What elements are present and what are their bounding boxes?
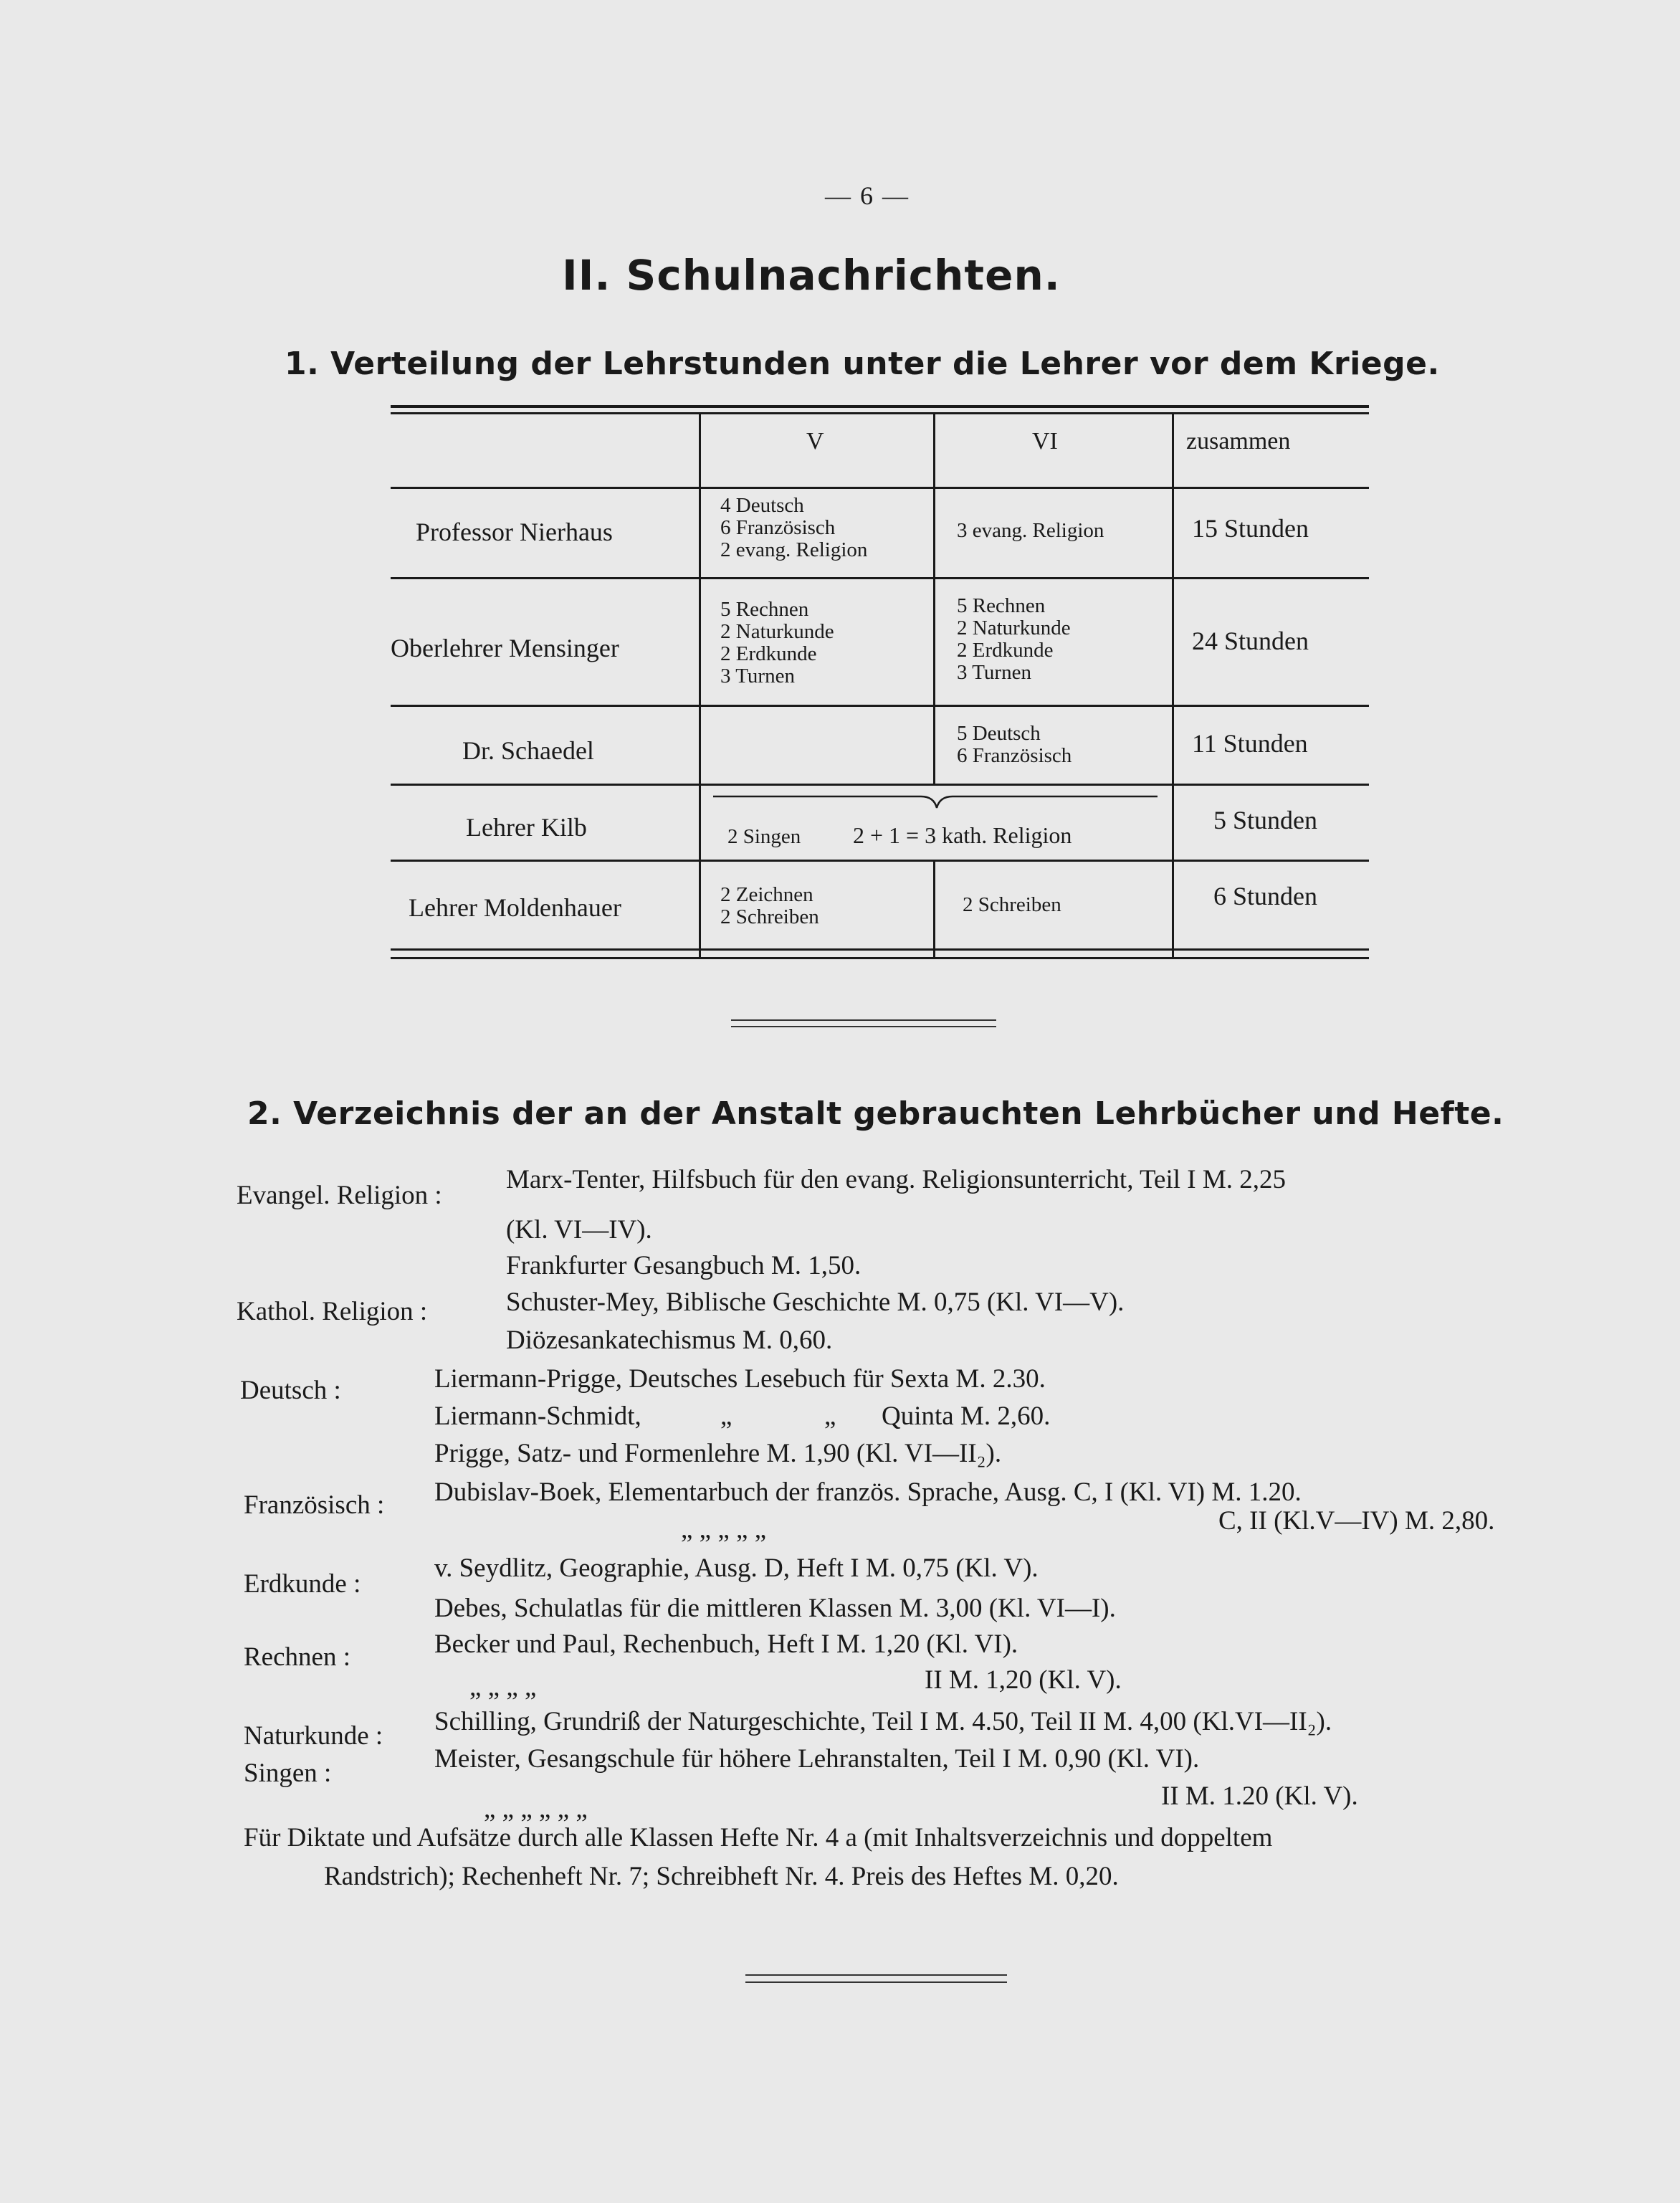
book-entry: Dubislav-Boek, Elementarbuch der französ. Sprache, Ausg. C, I (Kl. VI) M. 1.20. <box>434 1478 1302 1507</box>
subject-hours: 2 Naturkunde <box>720 620 834 643</box>
total-hours: 5 Stunden <box>1213 806 1318 834</box>
subject-label: Erdkunde : <box>244 1569 361 1599</box>
separator-line <box>745 1974 1007 1976</box>
total-hours: 24 Stunden <box>1192 627 1309 655</box>
book-entry: C, II (Kl.V—IV) M. 2,80. <box>1218 1506 1495 1536</box>
book-entry: Diözesankatechismus M. 0,60. <box>506 1326 833 1355</box>
subject-hours: 2 Naturkunde <box>957 617 1071 639</box>
subject-hours: 6 Französisch <box>720 516 836 539</box>
total-hours: 15 Stunden <box>1192 514 1309 543</box>
teacher-name: Professor Nierhaus <box>416 518 613 546</box>
teacher-name: Oberlehrer Mensinger <box>391 634 619 662</box>
ditto-marks: „ „ „ „ „ <box>681 1515 767 1544</box>
page-number: — 6 — <box>825 181 910 210</box>
book-entry: v. Seydlitz, Geographie, Ausg. D, Heft I M. 0,75 (Kl. V). <box>434 1553 1039 1583</box>
subject-hours: 2 Erdkunde <box>720 642 817 665</box>
book-entry: Liermann-Prigge, Deutsches Lesebuch für Sexta M. 2.30. <box>434 1364 1046 1394</box>
book-entry: Schilling, Grundriß der Naturgeschichte, Teil I M. 4.50, Teil II M. 4,00 (Kl.VI—II₂). <box>434 1707 1332 1736</box>
subject-hours: 3 Turnen <box>957 661 1031 684</box>
ditto-mark: „ <box>824 1402 836 1431</box>
ditto-marks: „ „ „ „ <box>469 1673 537 1702</box>
teacher-name: Lehrer Kilb <box>466 813 587 842</box>
separator-line <box>731 1026 996 1027</box>
subject-hours: 2 Zeichnen <box>720 883 813 906</box>
column-header-vi: VI <box>1032 428 1058 455</box>
subject-label: Singen : <box>244 1759 332 1788</box>
hefte-paragraph: Für Diktate und Aufsätze durch alle Klassen Hefte Nr. 4 a (mit Inhaltsverzeichnis und doppeltem <box>244 1823 1273 1852</box>
book-entry: Frankfurter Gesangbuch M. 1,50. <box>506 1251 862 1280</box>
book-entry: Meister, Gesangschule für höhere Lehranstalten, Teil I M. 0,90 (Kl. VI). <box>434 1744 1200 1774</box>
column-header-v: V <box>806 428 824 455</box>
subject-hours: 2 evang. Religion <box>720 538 868 561</box>
subject-hours: 3 Turnen <box>720 665 795 687</box>
subject-hours: 3 evang. Religion <box>957 519 1104 542</box>
joint-lesson: 2 + 1 = 3 kath. Religion <box>853 822 1072 848</box>
book-entry: Schuster-Mey, Biblische Geschichte M. 0,75 (Kl. VI—V). <box>506 1288 1125 1317</box>
subject-label: Deutsch : <box>240 1376 341 1405</box>
book-entry: II M. 1.20 (Kl. V). <box>1161 1781 1358 1811</box>
subject-hours: 6 Französisch <box>957 744 1072 767</box>
part2-title: 2. Verzeichnis der an der Anstalt gebrauchten Lehrbücher und Hefte. <box>247 1095 1504 1132</box>
total-hours: 6 Stunden <box>1213 882 1318 910</box>
separator-line <box>731 1019 996 1021</box>
section-title: II. Schulnachrichten. <box>562 251 1061 300</box>
book-entry: Debes, Schulatlas für die mittleren Klassen M. 3,00 (Kl. VI—I). <box>434 1594 1116 1623</box>
book-entry: (Kl. VI—IV). <box>506 1215 652 1245</box>
teacher-name: Dr. Schaedel <box>462 736 594 765</box>
part1-title: 1. Verteilung der Lehrstunden unter die Lehrer vor dem Kriege. <box>285 346 1440 382</box>
ditto-mark: „ <box>720 1402 732 1431</box>
subject-label: Evangel. Religion : <box>237 1181 442 1210</box>
book-entry: Marx-Tenter, Hilfsbuch für den evang. Religionsunterricht, Teil I M. 2,25 <box>506 1165 1286 1194</box>
separator-line <box>745 1981 1007 1983</box>
subject-label: Kathol. Religion : <box>237 1297 428 1326</box>
subject-hours: 2 Erdkunde <box>957 639 1054 662</box>
subject-hours: 2 Singen <box>727 825 801 848</box>
teacher-name: Lehrer Moldenhauer <box>409 893 621 922</box>
book-entry: Prigge, Satz- und Formenlehre M. 1,90 (Kl. VI—II₂). <box>434 1439 1002 1468</box>
subject-hours: 2 Schreiben <box>720 905 819 928</box>
hefte-paragraph: Randstrich); Rechenheft Nr. 7; Schreibheft Nr. 4. Preis des Heftes M. 0,20. <box>324 1862 1119 1891</box>
lehrstunden-table <box>391 405 1369 968</box>
book-entry: Liermann-Schmidt, <box>434 1402 641 1431</box>
subject-hours: 5 Rechnen <box>957 594 1046 617</box>
subject-hours: 5 Rechnen <box>720 598 809 621</box>
subject-hours: 2 Schreiben <box>963 893 1061 916</box>
book-entry: Quinta M. 2,60. <box>882 1402 1051 1431</box>
total-hours: 11 Stunden <box>1192 729 1308 758</box>
column-header-zusammen: zusammen <box>1186 428 1291 455</box>
subject-label: Rechnen : <box>244 1642 350 1672</box>
subject-hours: 5 Deutsch <box>957 722 1041 745</box>
subject-label: Französisch : <box>244 1490 385 1520</box>
book-entry: Becker und Paul, Rechenbuch, Heft I M. 1,20 (Kl. VI). <box>434 1629 1018 1659</box>
book-entry: II M. 1,20 (Kl. V). <box>925 1665 1122 1695</box>
subject-label: Naturkunde : <box>244 1721 383 1751</box>
subject-hours: 4 Deutsch <box>720 494 804 517</box>
ditto-marks: „ „ „ „ „ „ <box>484 1794 588 1824</box>
